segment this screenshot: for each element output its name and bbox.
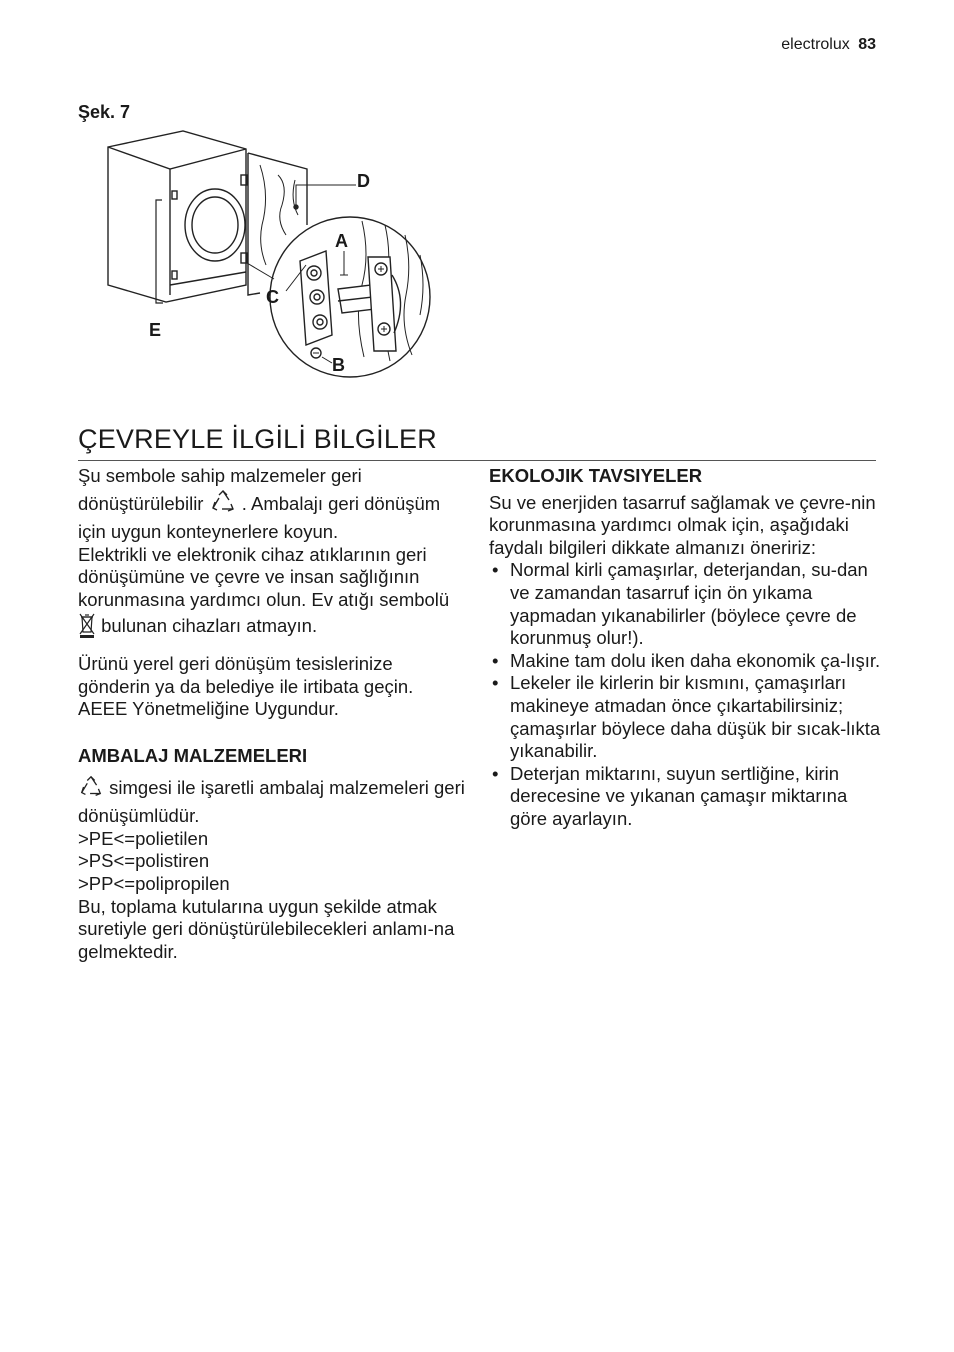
eco-tips-heading: EKOLOJIK TAVSIYELER — [489, 465, 703, 486]
brand-name: electrolux — [781, 36, 850, 53]
weee-paragraph — [78, 544, 466, 643]
page-number: 83 — [858, 36, 876, 53]
packaging-text: simgesi ile işaretli ambalaj malzemeleri geri dönüşümlüdür. — [78, 776, 465, 827]
crossed-bin-icon — [78, 612, 96, 644]
recycle-text-before: Şu sembole sahip malzemeler geri dönüştürülebilir — [78, 465, 362, 514]
material-ps: >PS<=polistiren — [78, 850, 210, 872]
weee-text-before: Elektrikli ve elektronik cihaz atıklarının geri dönüşümüne ve çevre ve insan sağlığının korunmasına yardımcı olun. Ev atığı sembolü — [78, 543, 450, 610]
material-pe: >PE<=polietilen — [78, 827, 209, 849]
packaging-heading: AMBALAJ MALZEMELERI — [78, 744, 308, 766]
title-divider — [78, 460, 876, 461]
list-item: • Deterjan miktarını, suyun sertliğine, kirin derecesine ve yıkanan çamaşır miktarına göre ayarlayın. — [489, 763, 881, 831]
figure-letter-d: D — [357, 171, 370, 191]
list-item: • Lekeler ile kirlerin bir kısmını, çamaşırları makineye atmadan önce çıkartabilirsiniz; çamaşırlar böylece daha düşük bir sıcak-lıkta yıkanabilir. — [489, 672, 881, 762]
installation-figure — [100, 125, 440, 390]
local-recycling-paragraph: Ürünü yerel geri dönüşüm tesislerinize gönderin ya da belediye ile irtibata geçin. AEEE Yönetmeliğine Uygundur. — [78, 653, 414, 720]
figure-letter-b: B — [332, 355, 345, 375]
washing-machine-hinge-illustration — [100, 125, 440, 390]
section-title: ÇEVREYLE İLGİLİ BİLGİLER — [78, 424, 437, 454]
right-column — [489, 465, 881, 831]
weee-text-after: bulunan cihazları atmayın. — [101, 614, 318, 636]
recycle-paragraph — [78, 465, 466, 544]
packaging-paragraph — [78, 774, 466, 828]
figure-letter-a: A — [335, 231, 348, 251]
figure-label: Şek. 7 — [78, 102, 131, 122]
recycle-icon — [209, 488, 237, 522]
recycle-icon — [78, 774, 104, 806]
list-item: • Normal kirli çamaşırlar, deterjandan, su-dan ve zamandan tasarruf için ön yıkama yapmadan yıkanabilirler (böylece çevre de korunmuş olur!). — [489, 559, 881, 649]
eco-tips-list — [489, 559, 881, 830]
figure-letter-c: C — [266, 287, 279, 307]
left-column — [78, 465, 466, 963]
eco-tips-intro: Su ve enerjiden tasarruf sağlamak ve çevre-nin korunmasına yardımcı olmak için, aşağıdaki faydalı bilgileri dikkate almanızı öneririz: — [489, 491, 876, 558]
recycle-text-after: . Ambalajı geri dönüşüm için uygun konteynerlere koyun. — [78, 492, 441, 543]
material-pp: >PP<=polipropilen — [78, 872, 230, 894]
packaging-note: Bu, toplama kutularına uygun şekilde atmak suretiyle geri dönüştürülebilecekleri anlamı-na gelmektedir. — [78, 895, 455, 962]
page-header — [781, 36, 876, 54]
list-item: • Makine tam dolu iken daha ekonomik ça-lışır. — [489, 650, 881, 673]
figure-letter-e: E — [149, 320, 162, 340]
